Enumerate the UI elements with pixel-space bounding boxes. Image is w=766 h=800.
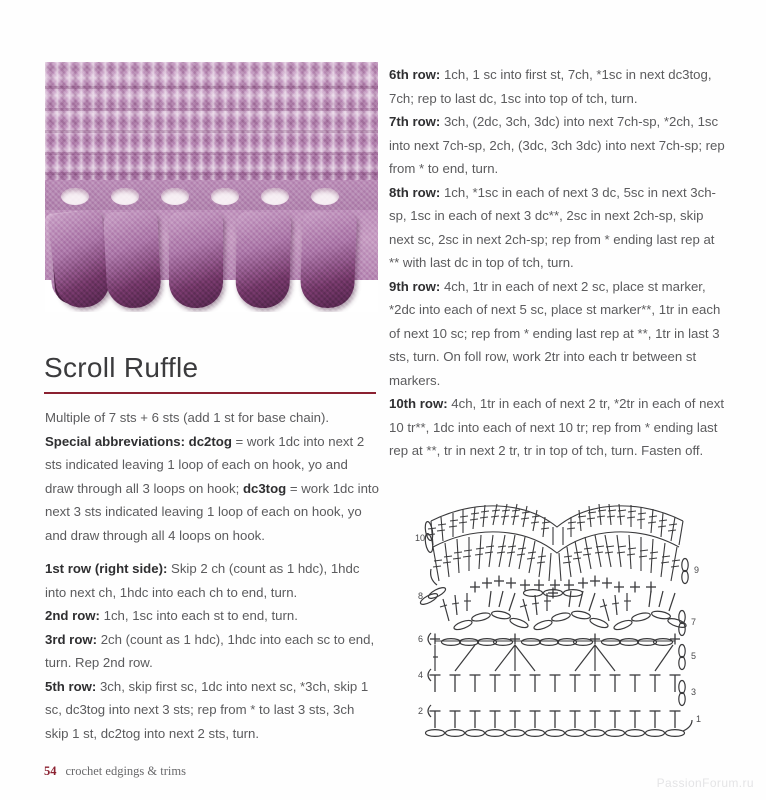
row-label: 6th row: — [389, 67, 441, 82]
swatch-photo-canvas — [45, 62, 378, 312]
row-instruction — [389, 181, 725, 275]
pattern-intro — [45, 406, 380, 547]
page-title: Scroll Ruffle — [44, 352, 199, 383]
chart-row-10 — [415, 504, 683, 553]
row-instruction — [389, 110, 725, 181]
pattern-rows-left — [45, 557, 380, 745]
chart-label-left-4: 4 — [418, 670, 424, 680]
row-label: 8th row: — [389, 184, 441, 200]
row-text: 3ch, skip first sc, 1dc into next sc, *3ch, skip 1 sc, dc3tog into next 3 sts; rep from * to last 3 sts, 3ch skip 1 st, dc2tog into next 2 sts, turn. — [45, 678, 369, 741]
row-instruction — [45, 557, 380, 604]
row-instruction — [389, 275, 725, 393]
chart-row-5 — [433, 645, 696, 672]
row-label: 9th row: — [389, 278, 441, 294]
chart-row-3 — [679, 681, 696, 706]
row-label: 3rd row: — [45, 631, 98, 647]
site-watermark: PassionForum.ru — [656, 776, 754, 790]
chart-label-right-7: 7 — [691, 617, 697, 627]
stitch-diagram — [385, 495, 730, 750]
chart-label-left-2: 2 — [418, 706, 424, 716]
abbr-dc2tog: dc2tog — [184, 433, 232, 449]
chart-label-left-10: 10 — [415, 533, 426, 543]
stitch-diagram-svg — [385, 495, 730, 750]
row-text: 4ch, 1tr in each of next 2 tr, *2tr in each of next 10 tr**, 1dc into each of next 10 tr; rep from * ending last rep at **, tr in next 2 tr, tr in top of tch, turn. Fasten off. — [389, 396, 724, 458]
row-label: 2nd row: — [45, 608, 100, 623]
chart-row-6 — [418, 633, 680, 645]
row-instruction — [389, 63, 725, 110]
abbr-dc3tog: dc3tog — [242, 480, 287, 496]
chart-row-2 — [418, 705, 681, 728]
chart-row-7 — [440, 591, 696, 636]
chart-label-right-1: 1 — [696, 714, 702, 724]
row-instruction — [45, 604, 380, 628]
multiple-line: Multiple of 7 sts + 6 sts (add 1 st for base chain). — [45, 410, 330, 425]
chart-label-right-5: 5 — [691, 651, 697, 661]
page-number: 54 — [44, 764, 57, 778]
pattern-rows-right — [389, 63, 725, 463]
abbr-dc3tog-def: = work 1dc into next 3 sts indicated leaving 1 loop of each on hook, yo and draw through all 4 loops on hook. — [45, 480, 379, 543]
chart-row-8 — [418, 576, 656, 607]
row-label: 10th row: — [389, 396, 448, 411]
yarn-texture-overlay — [45, 62, 378, 312]
row-text: 1ch, 1 sc into first st, 7ch, *1sc in next dc3tog, 7ch; rep to last dc, 1sc into top of tch, turn. — [389, 67, 712, 106]
running-head: crochet edgings & trims — [65, 764, 186, 778]
chart-label-right-9: 9 — [694, 565, 700, 575]
row-text: Skip 2 ch (count as 1 hdc), 1hdc into next ch, 1hdc into each ch to end, turn. — [45, 561, 360, 600]
chart-label-left-6: 6 — [418, 634, 424, 644]
row-text: 2ch (count as 1 hdc), 1hdc into each sc to end, turn. Rep 2nd row. — [45, 631, 375, 670]
special-abbreviations-label: Special abbreviations: — [45, 433, 185, 449]
row-instruction — [45, 675, 380, 746]
abbr-dc2tog-def: = work 1dc into next 2 sts indicated leaving 1 loop of each on hook, yo and draw through all 3 loops on hook; — [45, 433, 365, 496]
row-text: 3ch, (2dc, 3ch, 3dc) into next 7ch-sp, *2ch, 1sc into next 7ch-sp, 2ch, (3dc, 3ch 3dc) into next 7ch-sp; rep from * to end, turn. — [389, 114, 725, 176]
special-abbreviations — [45, 430, 380, 548]
chart-row-4 — [418, 669, 681, 692]
row-instruction — [389, 392, 725, 463]
row-text: 1ch, *1sc in each of next 3 dc, 5sc in next 3ch-sp, 1sc in each of next 3 dc**, 2sc in next 2ch-sp, skip next sc, 2sc in next 2ch-sp; rep from * ending last rep at ** with last dc in top of tch, turn. — [389, 184, 716, 270]
chart-label-right-3: 3 — [691, 687, 697, 697]
row-text: 4ch, 1tr in each of next 2 sc, place st marker, *2dc into each of next 5 sc, place st marker**, 1tr in each of next 10 sc; rep from * ending last rep at **, 1tr in last 3 sts, turn. On foll row, work 2tr into each tr between st markers. — [389, 278, 721, 388]
chart-row-9 — [431, 532, 699, 585]
title-underline-rule — [44, 392, 376, 394]
row-label: 7th row: — [389, 114, 441, 129]
row-text: 1ch, 1sc into each st to end, turn. — [99, 608, 298, 623]
chart-row-1-base-chain — [426, 714, 702, 736]
row-instruction — [45, 628, 380, 675]
row-label: 1st row (right side): — [45, 561, 168, 576]
swatch-photo — [45, 62, 378, 312]
row-label: 5th row: — [45, 678, 97, 694]
page-footer — [44, 764, 186, 779]
chart-label-left-8: 8 — [418, 591, 424, 601]
